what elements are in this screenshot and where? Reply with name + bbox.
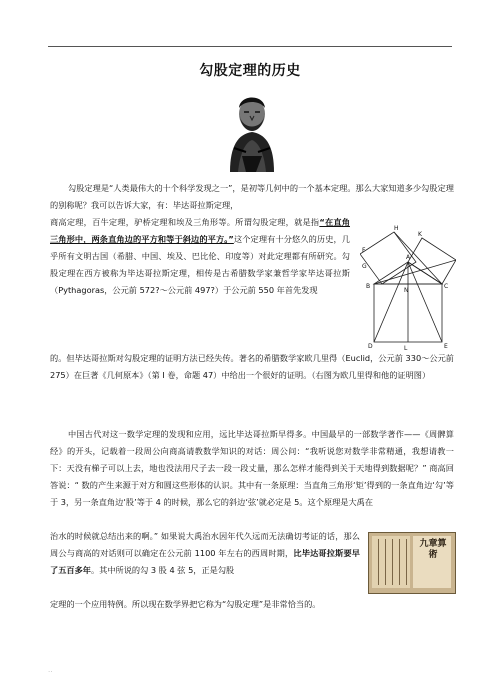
- para2-wide: 定理的一个应用特例。所以现在数学界把它称为“勾股定理”是非常恰当的。: [50, 599, 321, 609]
- euclid-portrait: [216, 86, 288, 172]
- book-title: 九章算術: [419, 539, 447, 560]
- para1-narrow-b: 这个定理有十分悠久的历史，几乎所有文明古国（希腊、中国、埃及、巴比伦、印度等）对此定理都有所研究。勾股定理在西方被称为毕达哥拉斯定理，相传是古希腊数学家兼哲学家毕达哥拉斯（Pythagoras，公元前 572?～公元前 497?）于公元前 550 年首先发现: [50, 234, 350, 295]
- label-a: A: [406, 254, 411, 261]
- label-n: N: [404, 287, 409, 294]
- para1-wide: 的。但毕达哥拉斯对勾股定理的证明方法已经失传。著名的希腊数学家欧几里得（Euclid，公元前 330～公元前 275）在巨著《几何原本》（第 Ⅰ 卷，命题 47）中给出一个很好的证明。（右图为欧几里得和他的证明图）: [50, 353, 454, 380]
- paragraph-1-narrow: [50, 214, 350, 299]
- paragraph-2-narrow: [50, 528, 360, 579]
- euclid-proof-figure: [360, 222, 456, 352]
- header-rule: [48, 46, 452, 47]
- para1-narrow-a: 商高定理，百牛定理，驴桥定理和埃及三角形等。所谓勾股定理，就是指: [50, 217, 320, 227]
- para2-narrow-end: 。其中所说的勾 3 股 4 弦 5，正是勾股: [90, 565, 235, 575]
- para2-top: 中国古代对这一数学定理的发现和应用，远比毕达哥拉斯早得多。中国最早的一部数学著作——《周髀算经》的开头，记载着一段周公向商高请教数学知识的对话：周公问：“我听说您对数学非常精通，我想请教一下：天没有梯子可以上去，地也没法用尺子去一段一段丈量，那么怎样才能得到关于天地得到数据呢？” 商高回答说：“ 数的产生来源于对方和圆这些形体的认识。其中有一条原理：当直角三角形‘矩’得到的一条直角边‘勾’等于 3，另一条直角边‘股’等于 4 的时候，那么它的斜边‘弦’就必定是 5。这个原理是大禹在: [50, 429, 454, 507]
- label-g: G: [362, 263, 367, 270]
- bold-claim: 比毕达哥拉斯要早了五百多年: [50, 548, 360, 575]
- para2-narrow: 治水的时候就总结出来的啊。” 如果说大禹治水因年代久远而无法确切考证的话，那么周公与商高的对话则可以确定在公元前 1100 年左右的西周时期，: [50, 531, 360, 558]
- theorem-statement: “在直角三角形中，两条直角边的平方和等于斜边的平方。”: [50, 217, 350, 244]
- paragraph-1-wide: [50, 350, 454, 384]
- label-d: D: [368, 343, 373, 350]
- paragraph-2-wide: [50, 596, 454, 613]
- label-h: H: [394, 225, 399, 232]
- footer-mark: ..: [48, 666, 53, 674]
- label-e: E: [444, 343, 448, 350]
- zhoubi-book-photo: [368, 532, 456, 594]
- page-title: 勾股定理的历史: [199, 63, 301, 79]
- paragraph-2-top: [50, 426, 454, 511]
- label-l: L: [404, 345, 408, 352]
- label-b: B: [366, 283, 371, 290]
- para1-line1: 勾股定理是“人类最伟大的十个科学发现之一”，是初等几何中的一个基本定理。那么大家知道多少勾股定理的别称呢？我可以告诉大家，有：毕达哥拉斯定理，: [50, 183, 454, 210]
- label-f: F: [362, 247, 366, 254]
- label-k: K: [418, 231, 422, 238]
- label-c: C: [444, 283, 449, 290]
- paragraph-1-top: [50, 180, 454, 214]
